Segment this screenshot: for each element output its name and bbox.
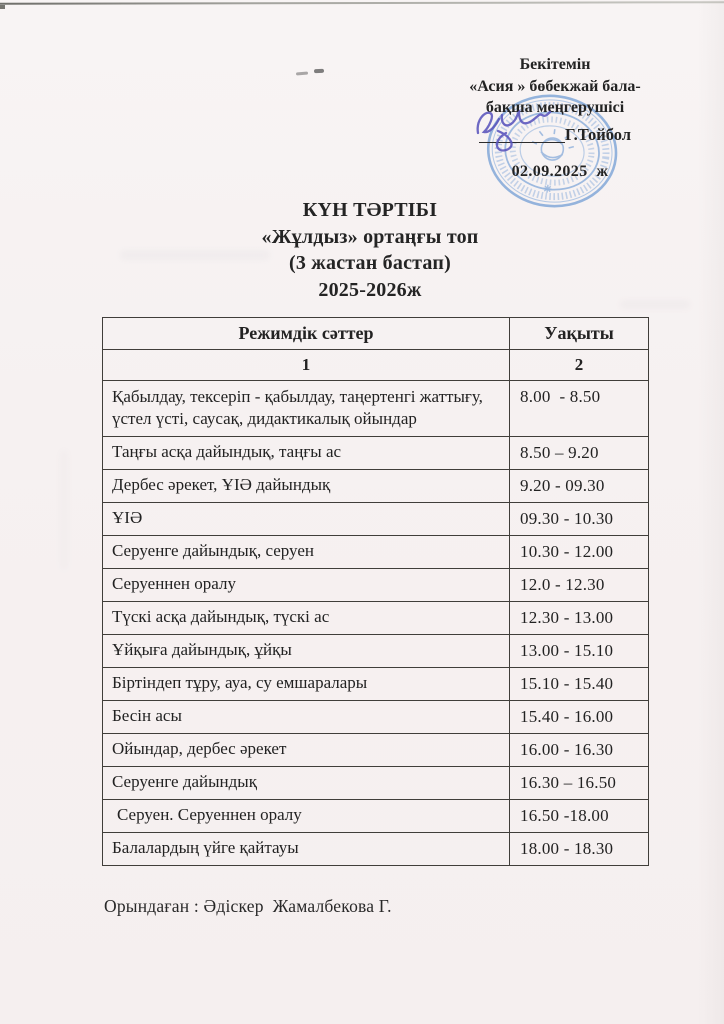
time-cell: 12.30 - 13.00 [510,602,649,635]
table-row [103,635,649,668]
table-row [103,767,649,800]
time-cell: 16.00 - 16.30 [510,734,649,767]
table-row [103,734,649,767]
ink-speck-artifact [296,71,308,75]
activity-cell: Серуен. Серуеннен оралу [103,800,510,833]
table-row [103,503,649,536]
time-cell: 15.40 - 16.00 [510,701,649,734]
approval-date: 02.09.2025 ж [511,162,609,180]
table-row [103,701,649,734]
activity-cell: Ұйқыға дайындық, ұйқы [103,635,510,668]
ghosting-artifact [60,450,68,570]
approval-line-3: бақша меңгерушісі [485,99,625,116]
column-header-activities: Режимдік сәттер [103,318,510,350]
table-row [103,668,649,701]
time-cell: 13.00 - 15.10 [510,635,649,668]
activity-cell: Ойындар, дербес әрекет [103,734,510,767]
ink-speck-artifact [314,69,324,73]
prepared-by-line: Орындаған : Әдіскер Жамалбекова Г. [104,896,392,916]
activity-cell: Балалардың үйге қайтауы [103,833,510,866]
column-number-1: 1 [103,350,510,381]
activity-cell: Серуенге дайындық, серуен [103,536,510,569]
table-row [103,833,649,866]
activity-cell: Қабылдау, тексеріп - қабылдау, таңертенгі жаттығу, үстел үсті, саусақ, дидактикалық ойындар [103,381,510,437]
scan-edge-artifact [0,1,724,5]
table-row [103,381,649,437]
activity-cell: ҰІӘ [103,503,510,536]
scan-corner-artifact [0,5,5,9]
activity-cell: Біртіндеп тұру, ауа, су емшаралары [103,668,510,701]
table-row [103,437,649,470]
table-row [103,569,649,602]
time-cell: 12.0 - 12.30 [510,569,649,602]
time-cell: 8.50 – 9.20 [510,437,649,470]
table-subheader-row [103,350,649,381]
time-cell: 9.20 - 09.30 [510,470,649,503]
approval-line-1: Бекітемін [519,56,591,73]
table-row [103,800,649,833]
time-cell: 10.30 - 12.00 [510,536,649,569]
table-header-row [103,318,649,350]
activity-cell: Дербес әрекет, ҰІӘ дайындық [103,470,510,503]
time-cell: 18.00 - 18.30 [510,833,649,866]
schedule-table [102,317,649,866]
activity-cell: Бесін асы [103,701,510,734]
column-number-2: 2 [510,350,649,381]
activity-cell: Серуеннен оралу [103,569,510,602]
document-title-block [16,197,724,303]
time-cell: 16.30 – 16.50 [510,767,649,800]
table-row [103,470,649,503]
activity-cell: Серуенге дайындық [103,767,510,800]
column-header-time: Уақыты [510,318,649,350]
scan-shade [698,0,724,1024]
table-row [103,536,649,569]
stamp-star-icon [543,184,552,193]
approval-line-2: «Асия » бөбекжай бала- [469,77,641,95]
activity-cell: Түскі асқа дайындық, түскі ас [103,602,510,635]
title-age-note: (3 жастан бастап) [289,252,451,274]
time-cell: 16.50 -18.00 [510,800,649,833]
approval-signer: Г.Тойбол [564,125,632,144]
time-cell: 15.10 - 15.40 [510,668,649,701]
title-year: 2025-2026ж [318,278,422,301]
signature-row [440,120,670,146]
approval-block [440,54,670,182]
table-row [103,602,649,635]
title-group-name: «Жұлдыз» ортаңғы топ [261,225,479,248]
page-title: КҮН ТӘРТІБІ [302,199,438,221]
time-cell: 09.30 - 10.30 [510,503,649,536]
activity-cell: Таңғы асқа дайындық, таңғы ас [103,437,510,470]
time-cell: 8.00 - 8.50 [510,381,649,437]
handwritten-signature [462,103,562,155]
